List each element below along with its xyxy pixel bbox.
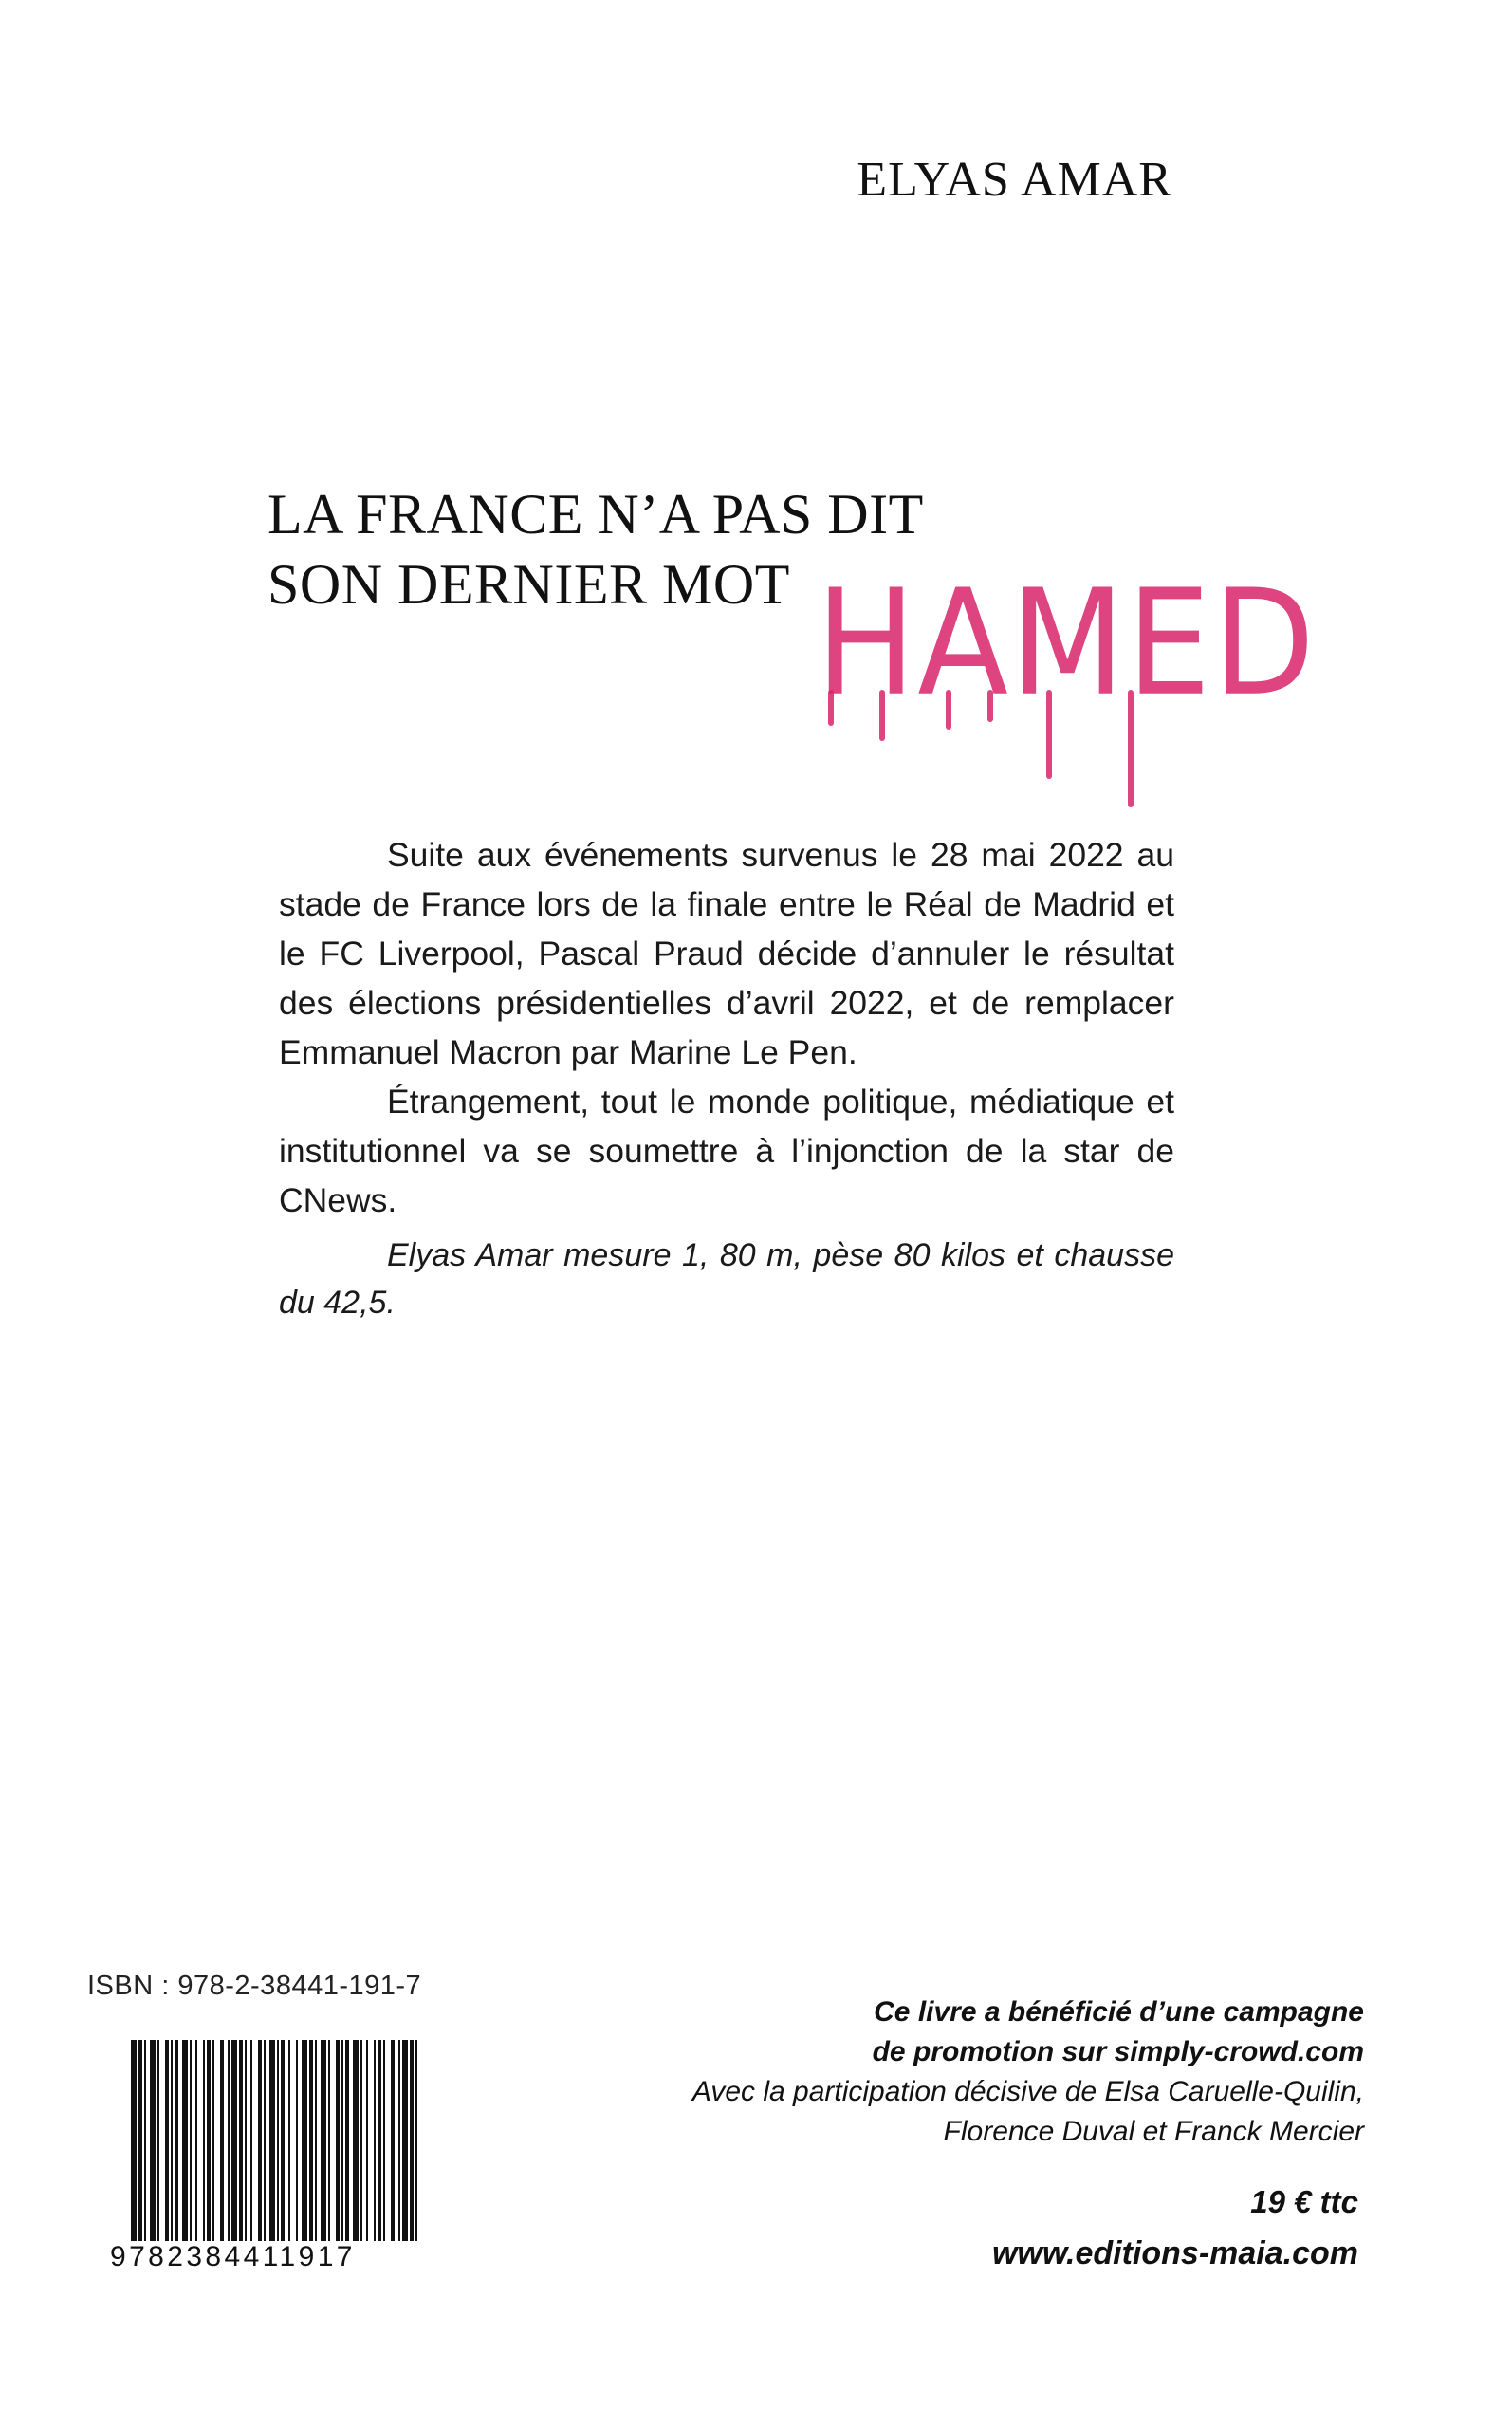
barcode-bar	[277, 2040, 279, 2256]
credits-line-1: Ce livre a bénéficié d’une campagne	[874, 1996, 1364, 2028]
barcode-bar	[258, 2040, 262, 2256]
graffiti-hamed	[816, 557, 1318, 816]
barcode-bar	[203, 2040, 205, 2256]
barcode-bar	[315, 2040, 317, 2256]
blurb-paragraph-2: Étrangement, tout le monde politique, médiatique et institutionnel va se soumettre à l’injonction de la star de CNews.	[279, 1083, 1174, 1219]
credits-line-4: Florence Duval et Franck Mercier	[943, 2116, 1364, 2147]
barcode-bar	[374, 2040, 376, 2256]
barcode-bar	[144, 2040, 146, 2256]
barcode-bar	[345, 2040, 349, 2256]
back-cover-blurb	[279, 830, 1174, 1225]
barcode-bar	[171, 2040, 173, 2256]
graffiti-text: HAMED	[816, 557, 1318, 729]
barcode-bar	[250, 2040, 252, 2256]
bio-text: Elyas Amar mesure 1, 80 m, pèse 80 kilos et chausse du 42,5.	[279, 1237, 1174, 1321]
title-line-2: SON DERNIER MOT	[267, 553, 790, 616]
barcode-digits: 9782384411917	[110, 2241, 419, 2273]
barcode-bar	[165, 2040, 169, 2256]
barcode-bar	[207, 2040, 211, 2256]
barcode-bar	[150, 2040, 156, 2256]
barcode-bar	[378, 2040, 381, 2256]
barcode-bar	[138, 2040, 142, 2256]
barcode-bar	[328, 2040, 330, 2256]
author-name: ELYAS AMAR	[857, 153, 1172, 207]
price: 19 € ttc	[1250, 2184, 1358, 2219]
title-line-1: LA FRANCE N’A PAS DIT	[267, 483, 924, 546]
author-bio	[279, 1232, 1174, 1326]
blurb-paragraph-1: Suite aux événements survenus le 28 mai 2022 au stade de France lors de la finale entre le Réal de Madrid et le FC Liverpool, Pascal Praud décide d’annuler le résultat des élections présidentielles d’avril 2022, et de remplacer Emmanuel Macron par Marine Le Pen.	[279, 836, 1174, 1071]
barcode-bar	[281, 2040, 285, 2256]
credits-line-2: de promotion sur simply-crowd.com	[872, 2036, 1364, 2067]
barcode-bar	[131, 2040, 137, 2256]
barcode-bar	[391, 2040, 395, 2256]
barcode-bar	[321, 2040, 326, 2256]
barcode-bar	[245, 2040, 247, 2256]
barcode-bar	[402, 2040, 408, 2256]
barcode-bar	[239, 2040, 243, 2256]
barcode-bar	[341, 2040, 343, 2256]
barcode-bar	[415, 2040, 417, 2256]
barcode-bar	[228, 2040, 230, 2256]
barcode-bar	[366, 2040, 368, 2256]
barcode-bar	[269, 2040, 275, 2256]
publisher-website[interactable]: www.editions-maia.com	[991, 2235, 1358, 2271]
barcode-bar	[175, 2040, 178, 2256]
barcode-bar	[220, 2040, 224, 2256]
barcode-bar	[398, 2040, 400, 2256]
barcode-bar	[309, 2040, 313, 2256]
barcode-bar	[231, 2040, 237, 2256]
barcode-bar	[383, 2040, 385, 2256]
promotion-credits	[510, 1992, 1364, 2152]
credits-line-3: Avec la participation décisive de Elsa Caruelle-Quilin,	[691, 2076, 1364, 2107]
barcode-bar	[195, 2040, 197, 2256]
barcode	[131, 2040, 417, 2256]
barcode-bar	[353, 2040, 359, 2256]
barcode-bar	[190, 2040, 192, 2256]
barcode-bar	[264, 2040, 266, 2256]
isbn: ISBN : 978-2-38441-191-7	[87, 1971, 422, 2001]
barcode-bar	[212, 2040, 214, 2256]
barcode-bar	[410, 2040, 414, 2256]
barcode-bar	[336, 2040, 340, 2256]
barcode-bar	[302, 2040, 307, 2256]
barcode-bar	[288, 2040, 290, 2256]
barcode-bar	[157, 2040, 159, 2256]
barcode-bar	[296, 2040, 298, 2256]
barcode-bar	[360, 2040, 362, 2256]
barcode-bar	[182, 2040, 188, 2256]
